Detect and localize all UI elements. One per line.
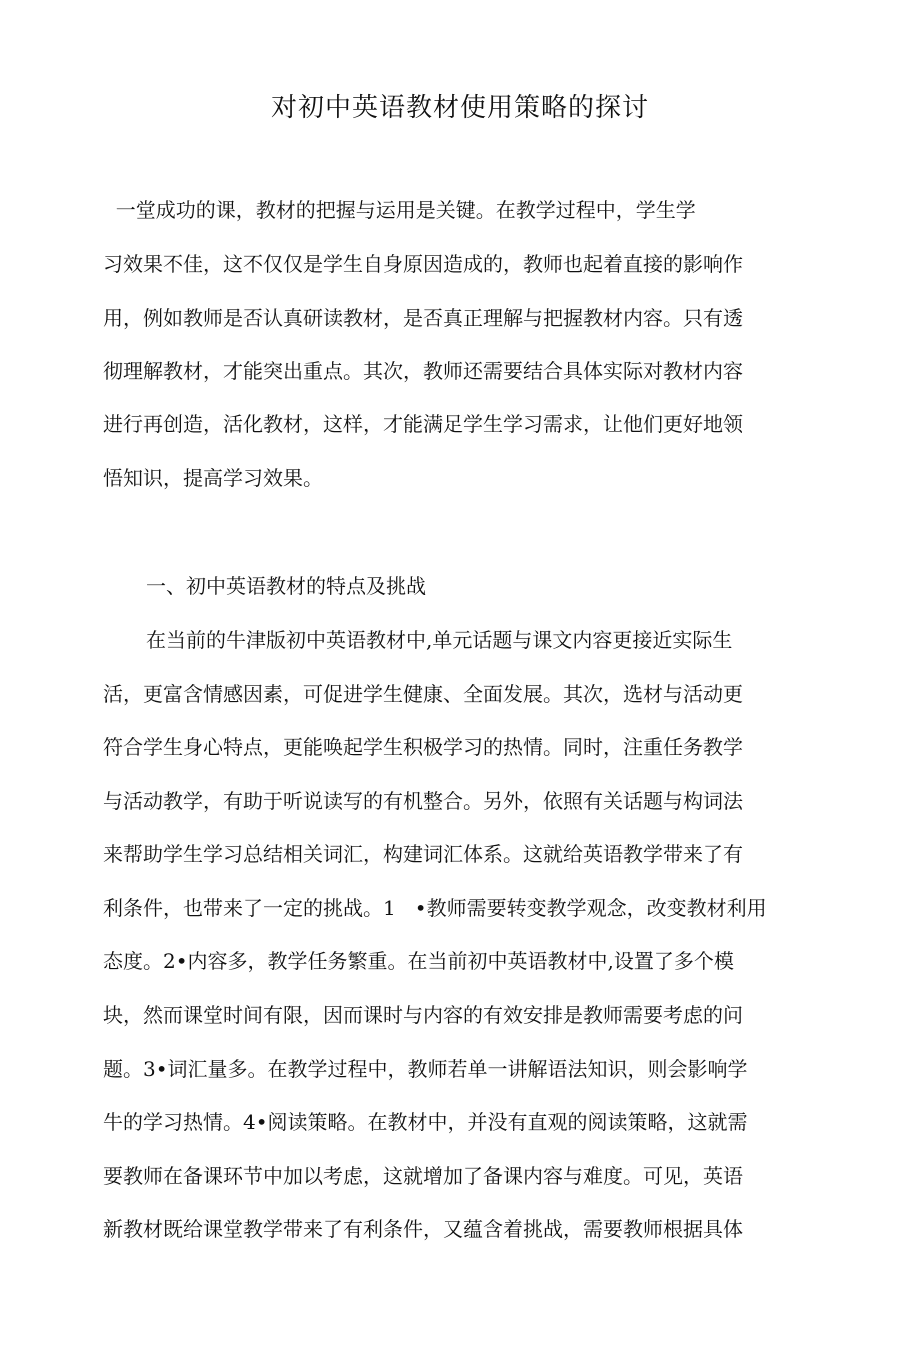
intro-line: 悟知识，提高学习效果。 <box>103 466 323 490</box>
intro-line: 一堂成功的课，教材的把握与运用是关键。在教学过程中，学生学 <box>103 198 696 222</box>
intro-line: 习效果不佳，这不仅仅是学生自身原因造成的，教师也起着直接的影响作 <box>103 252 743 276</box>
section-line: 要教师在备课环节中加以考虑，这就增加了备课内容与难度。可见，英语 <box>103 1164 743 1188</box>
section-line: 态度。2•内容多，教学任务繁重。在当前初中英语教材中,设置了多个模 <box>103 949 734 973</box>
section-line: 块，然而课堂时间有限，因而课时与内容的有效安排是教师需要考虑的问 <box>103 1003 743 1027</box>
intro-line: 进行再创造，活化教材，这样，才能满足学生学习需求，让他们更好地领 <box>103 412 743 436</box>
section-line: 活，更富含情感因素，可促进学生健康、全面发展。其次，选材与活动更 <box>103 682 743 706</box>
section-line: 来帮助学生学习总结相关词汇，构建词汇体系。这就给英语教学带来了有 <box>103 842 743 866</box>
section-line: 题。3•词汇量多。在教学过程中，教师若单一讲解语法知识，则会影响学 <box>103 1057 748 1081</box>
document-title: 对初中英语教材使用策略的探讨 <box>270 93 649 123</box>
section-heading: 一、初中英语教材的特点及挑战 <box>146 574 426 598</box>
section-line: 利条件，也带来了一定的挑战。1 •教师需要转变教学观念，改变教材利用 <box>103 896 767 920</box>
intro-line: 彻理解教材，才能突出重点。其次，教师还需要结合具体实际对教材内容 <box>103 359 743 383</box>
section-line: 符合学生身心特点，更能唤起学生积极学习的热情。同时，注重任务教学 <box>103 735 743 759</box>
section-line: 牛的学习热情。4•阅读策略。在教材中，并没有直观的阅读策略，这就需 <box>103 1110 748 1134</box>
section-line: 在当前的牛津版初中英语教材中,单元话题与课文内容更接近实际生 <box>146 628 733 652</box>
section-line: 新教材既给课堂教学带来了有利条件，又蕴含着挑战，需要教师根据具体 <box>103 1217 743 1241</box>
section-line: 与活动教学，有助于听说读写的有机整合。另外，依照有关话题与构词法 <box>103 789 743 813</box>
intro-line: 用，例如教师是否认真研读教材，是否真正理解与把握教材内容。只有透 <box>103 306 743 330</box>
